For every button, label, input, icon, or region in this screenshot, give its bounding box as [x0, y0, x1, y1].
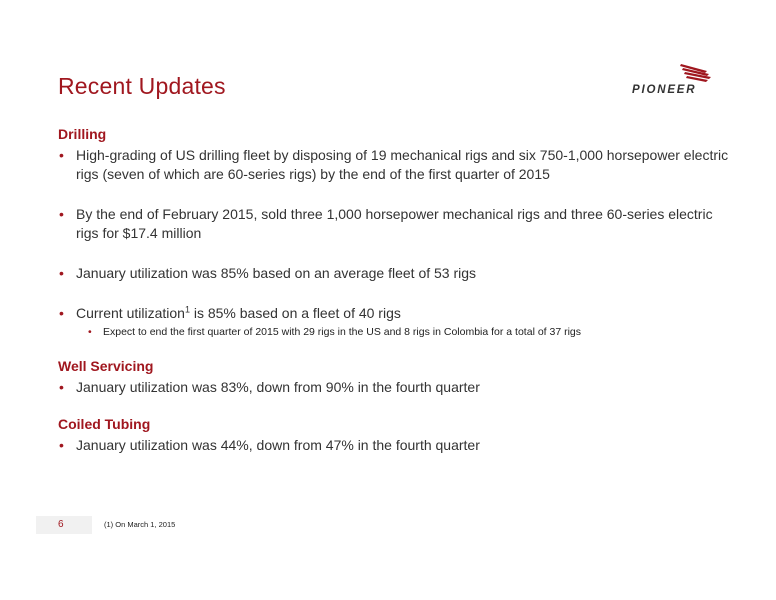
page-number-box	[36, 516, 92, 534]
list-item-current-utilization	[58, 304, 738, 323]
list-item: • High-grading of US drilling fleet by disposing of 19 mechanical rigs and six 750-1,000 horsepower electric rigs (seven of which are 60-series rigs) by the end of the first quarter of 2015	[58, 146, 738, 184]
logo-wordmark: PIONEER	[632, 84, 697, 96]
utilization-text-rest: is 85% based on a fleet of 40 rigs	[189, 305, 401, 321]
footnote: (1) On March 1, 2015	[104, 520, 176, 529]
pioneer-logo	[632, 62, 714, 96]
page-number: 6	[58, 519, 64, 530]
list-item: • January utilization was 44%, down from 47% in the fourth quarter	[58, 436, 738, 455]
section-heading-coiled-tubing: Coiled Tubing	[58, 416, 151, 432]
utilization-text: Current utilization	[76, 305, 185, 321]
list-item: • January utilization was 83%, down from 90% in the fourth quarter	[58, 378, 738, 397]
list-item: • January utilization was 85% based on an average fleet of 53 rigs	[58, 264, 738, 283]
pioneer-chevron-icon	[677, 62, 713, 84]
page-title: Recent Updates	[58, 73, 226, 99]
sub-list-item: • Expect to end the first quarter of 2015 with 29 rigs in the US and 8 rigs in Colombia for a total of 37 rigs	[58, 325, 738, 339]
section-heading-drilling: Drilling	[58, 126, 107, 142]
content-area	[58, 125, 738, 455]
section-heading-well-servicing: Well Servicing	[58, 358, 154, 374]
footnote-marker: 1	[184, 304, 190, 315]
list-item: • By the end of February 2015, sold three 1,000 horsepower mechanical rigs and three 60-series electric rigs for $17.4 million	[58, 205, 738, 243]
